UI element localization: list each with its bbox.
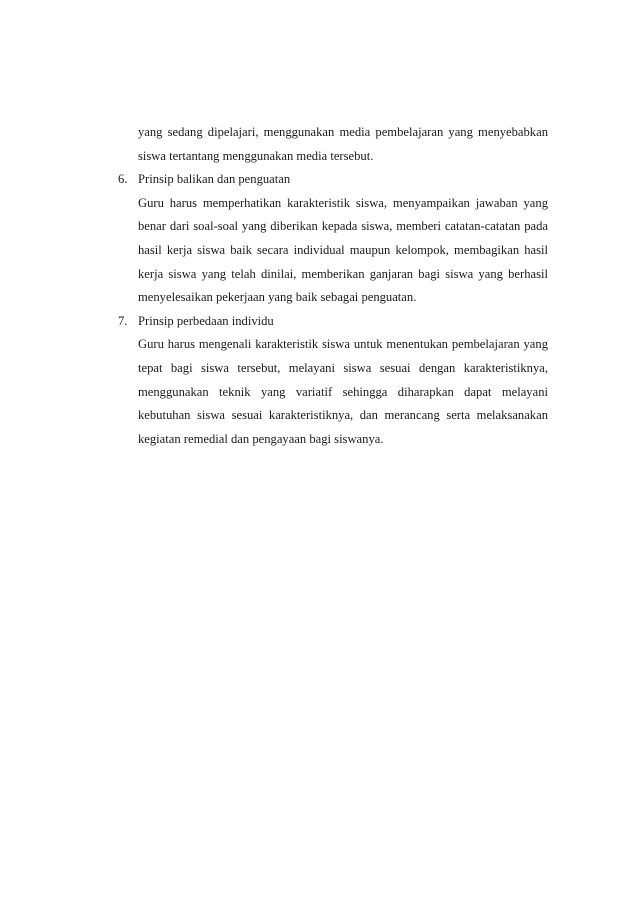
continuation-paragraph: yang sedang dipelajari, menggunakan media pembelajaran yang menyebabkan siswa tertantang menggunakan media tersebut. [138, 125, 548, 163]
list-item-number: 7. [118, 313, 128, 328]
list-item-6 [118, 168, 548, 310]
list-item-heading [118, 310, 548, 334]
list-item-body: Guru harus mengenali karakteristik siswa untuk menentukan pembelajaran yang tepat bagi siswa tersebut, melayani siswa sesuai dengan karakteristiknya, menggunakan teknik yang variatif sehingga diharapkan dapat melayani kebutuhan siswa sesuai karakteristiknya, dan merancang serta melaksanakan kegiatan remedial dan pengayaan bagi siswanya. [138, 337, 548, 446]
list-item-number: 6. [118, 172, 128, 187]
list-item-title: Prinsip balikan dan penguatan [138, 172, 291, 187]
list-item-title: Prinsip perbedaan individu [138, 313, 274, 328]
document-body [118, 121, 548, 451]
list-item-body: Guru harus memperhatikan karakteristik siswa, menyampaikan jawaban yang benar dari soal-soal yang diberikan kepada siswa, memberi catatan-catatan pada hasil kerja siswa baik secara individual maupun kelompok, membagikan hasil kerja siswa yang telah dinilai, memberikan ganjaran bagi siswa yang berhasil menyelesaikan pekerjaan yang baik sebagai penguatan. [138, 195, 548, 305]
list-item-7 [118, 310, 548, 452]
list-item-heading [118, 168, 548, 192]
